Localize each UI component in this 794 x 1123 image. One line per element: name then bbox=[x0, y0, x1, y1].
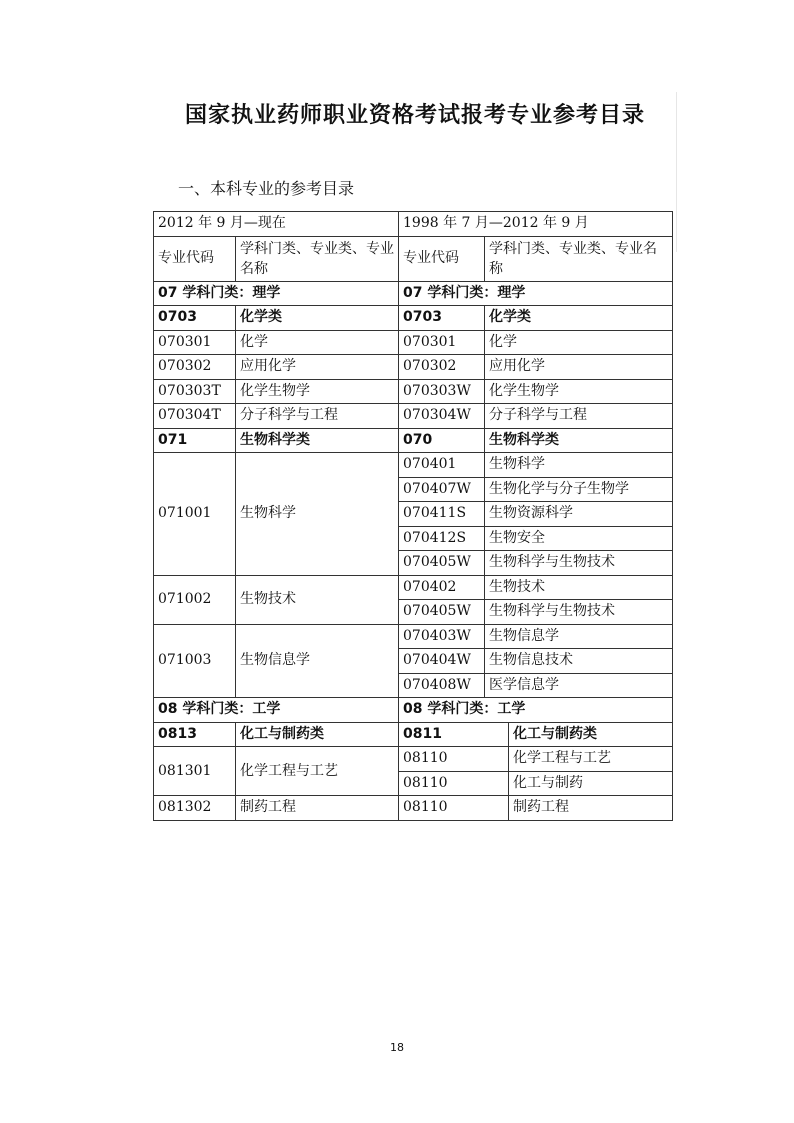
code-right: 070408W bbox=[399, 673, 485, 698]
code-right: 0811 bbox=[399, 722, 509, 747]
name-left: 生物技术 bbox=[236, 575, 399, 624]
header-code-right: 专业代码 bbox=[399, 236, 485, 281]
header-name-left: 学科门类、专业类、专业名称 bbox=[236, 236, 399, 281]
name-left: 分子科学与工程 bbox=[236, 404, 399, 429]
header-row bbox=[154, 236, 673, 281]
code-right: 070401 bbox=[399, 453, 485, 478]
code-left: 071001 bbox=[154, 453, 236, 576]
name-right: 生物资源科学 bbox=[485, 502, 673, 527]
name-left: 化学工程与工艺 bbox=[236, 747, 399, 796]
period-right: 1998 年 7 月—2012 年 9 月 bbox=[399, 212, 673, 237]
code-right: 070303W bbox=[399, 379, 485, 404]
section-heading: 一、本科专业的参考目录 bbox=[178, 179, 355, 198]
page-number: 18 bbox=[390, 1041, 404, 1054]
code-left: 071003 bbox=[154, 624, 236, 698]
code-left: 071 bbox=[154, 428, 236, 453]
code-right: 0703 bbox=[399, 306, 485, 331]
discipline-right: 08 学科门类：工学 bbox=[399, 698, 673, 723]
name-right: 化工与制药 bbox=[509, 771, 673, 796]
name-left: 生物科学类 bbox=[236, 428, 399, 453]
table-row bbox=[154, 575, 673, 600]
code-left: 0703 bbox=[154, 306, 236, 331]
category-row bbox=[154, 306, 673, 331]
name-right: 生物科学类 bbox=[485, 428, 673, 453]
name-left: 应用化学 bbox=[236, 355, 399, 380]
code-right: 070302 bbox=[399, 355, 485, 380]
name-right: 生物技术 bbox=[485, 575, 673, 600]
table-row bbox=[154, 330, 673, 355]
code-right: 08110 bbox=[399, 796, 509, 821]
name-left: 生物科学 bbox=[236, 453, 399, 576]
name-right: 生物化学与分子生物学 bbox=[485, 477, 673, 502]
code-right: 070402 bbox=[399, 575, 485, 600]
discipline-left: 08 学科门类：工学 bbox=[154, 698, 399, 723]
code-left: 081301 bbox=[154, 747, 236, 796]
name-right: 生物安全 bbox=[485, 526, 673, 551]
header-name-right: 学科门类、专业类、专业名称 bbox=[485, 236, 673, 281]
document-title: 国家执业药师职业资格考试报考专业参考目录 bbox=[184, 103, 645, 128]
name-right: 分子科学与工程 bbox=[485, 404, 673, 429]
name-left: 化工与制药类 bbox=[236, 722, 399, 747]
code-right: 070301 bbox=[399, 330, 485, 355]
name-right: 化工与制药类 bbox=[509, 722, 673, 747]
discipline-row bbox=[154, 698, 673, 723]
name-right: 制药工程 bbox=[509, 796, 673, 821]
code-right: 070405W bbox=[399, 551, 485, 576]
table-row bbox=[154, 796, 673, 821]
name-left: 化学类 bbox=[236, 306, 399, 331]
code-right: 070412S bbox=[399, 526, 485, 551]
code-right: 070304W bbox=[399, 404, 485, 429]
table-row bbox=[154, 453, 673, 478]
code-right: 08110 bbox=[399, 771, 509, 796]
table-row bbox=[154, 624, 673, 649]
period-left: 2012 年 9 月—现在 bbox=[154, 212, 399, 237]
category-row bbox=[154, 428, 673, 453]
code-left: 071002 bbox=[154, 575, 236, 624]
code-right: 070404W bbox=[399, 649, 485, 674]
discipline-right: 07 学科门类：理学 bbox=[399, 281, 673, 306]
discipline-row bbox=[154, 281, 673, 306]
code-left: 070302 bbox=[154, 355, 236, 380]
name-right: 化学类 bbox=[485, 306, 673, 331]
name-right: 应用化学 bbox=[485, 355, 673, 380]
name-left: 化学生物学 bbox=[236, 379, 399, 404]
reference-catalog-table bbox=[153, 211, 673, 821]
table-row bbox=[154, 747, 673, 772]
period-row bbox=[154, 212, 673, 237]
name-right: 生物科学 bbox=[485, 453, 673, 478]
header-code-left: 专业代码 bbox=[154, 236, 236, 281]
code-right: 070403W bbox=[399, 624, 485, 649]
table-row bbox=[154, 404, 673, 429]
code-left: 070304T bbox=[154, 404, 236, 429]
code-left: 070301 bbox=[154, 330, 236, 355]
name-left: 制药工程 bbox=[236, 796, 399, 821]
code-left: 070303T bbox=[154, 379, 236, 404]
name-right: 化学工程与工艺 bbox=[509, 747, 673, 772]
code-right: 070 bbox=[399, 428, 485, 453]
code-right: 070407W bbox=[399, 477, 485, 502]
name-right: 医学信息学 bbox=[485, 673, 673, 698]
code-right: 08110 bbox=[399, 747, 509, 772]
name-right: 生物科学与生物技术 bbox=[485, 600, 673, 625]
name-right: 化学 bbox=[485, 330, 673, 355]
name-left: 生物信息学 bbox=[236, 624, 399, 698]
name-left: 化学 bbox=[236, 330, 399, 355]
name-right: 生物信息技术 bbox=[485, 649, 673, 674]
code-left: 081302 bbox=[154, 796, 236, 821]
category-row bbox=[154, 722, 673, 747]
name-right: 生物科学与生物技术 bbox=[485, 551, 673, 576]
name-right: 化学生物学 bbox=[485, 379, 673, 404]
discipline-left: 07 学科门类：理学 bbox=[154, 281, 399, 306]
code-right: 070411S bbox=[399, 502, 485, 527]
code-right: 070405W bbox=[399, 600, 485, 625]
code-left: 0813 bbox=[154, 722, 236, 747]
table-row bbox=[154, 355, 673, 380]
name-right: 生物信息学 bbox=[485, 624, 673, 649]
table-row bbox=[154, 379, 673, 404]
